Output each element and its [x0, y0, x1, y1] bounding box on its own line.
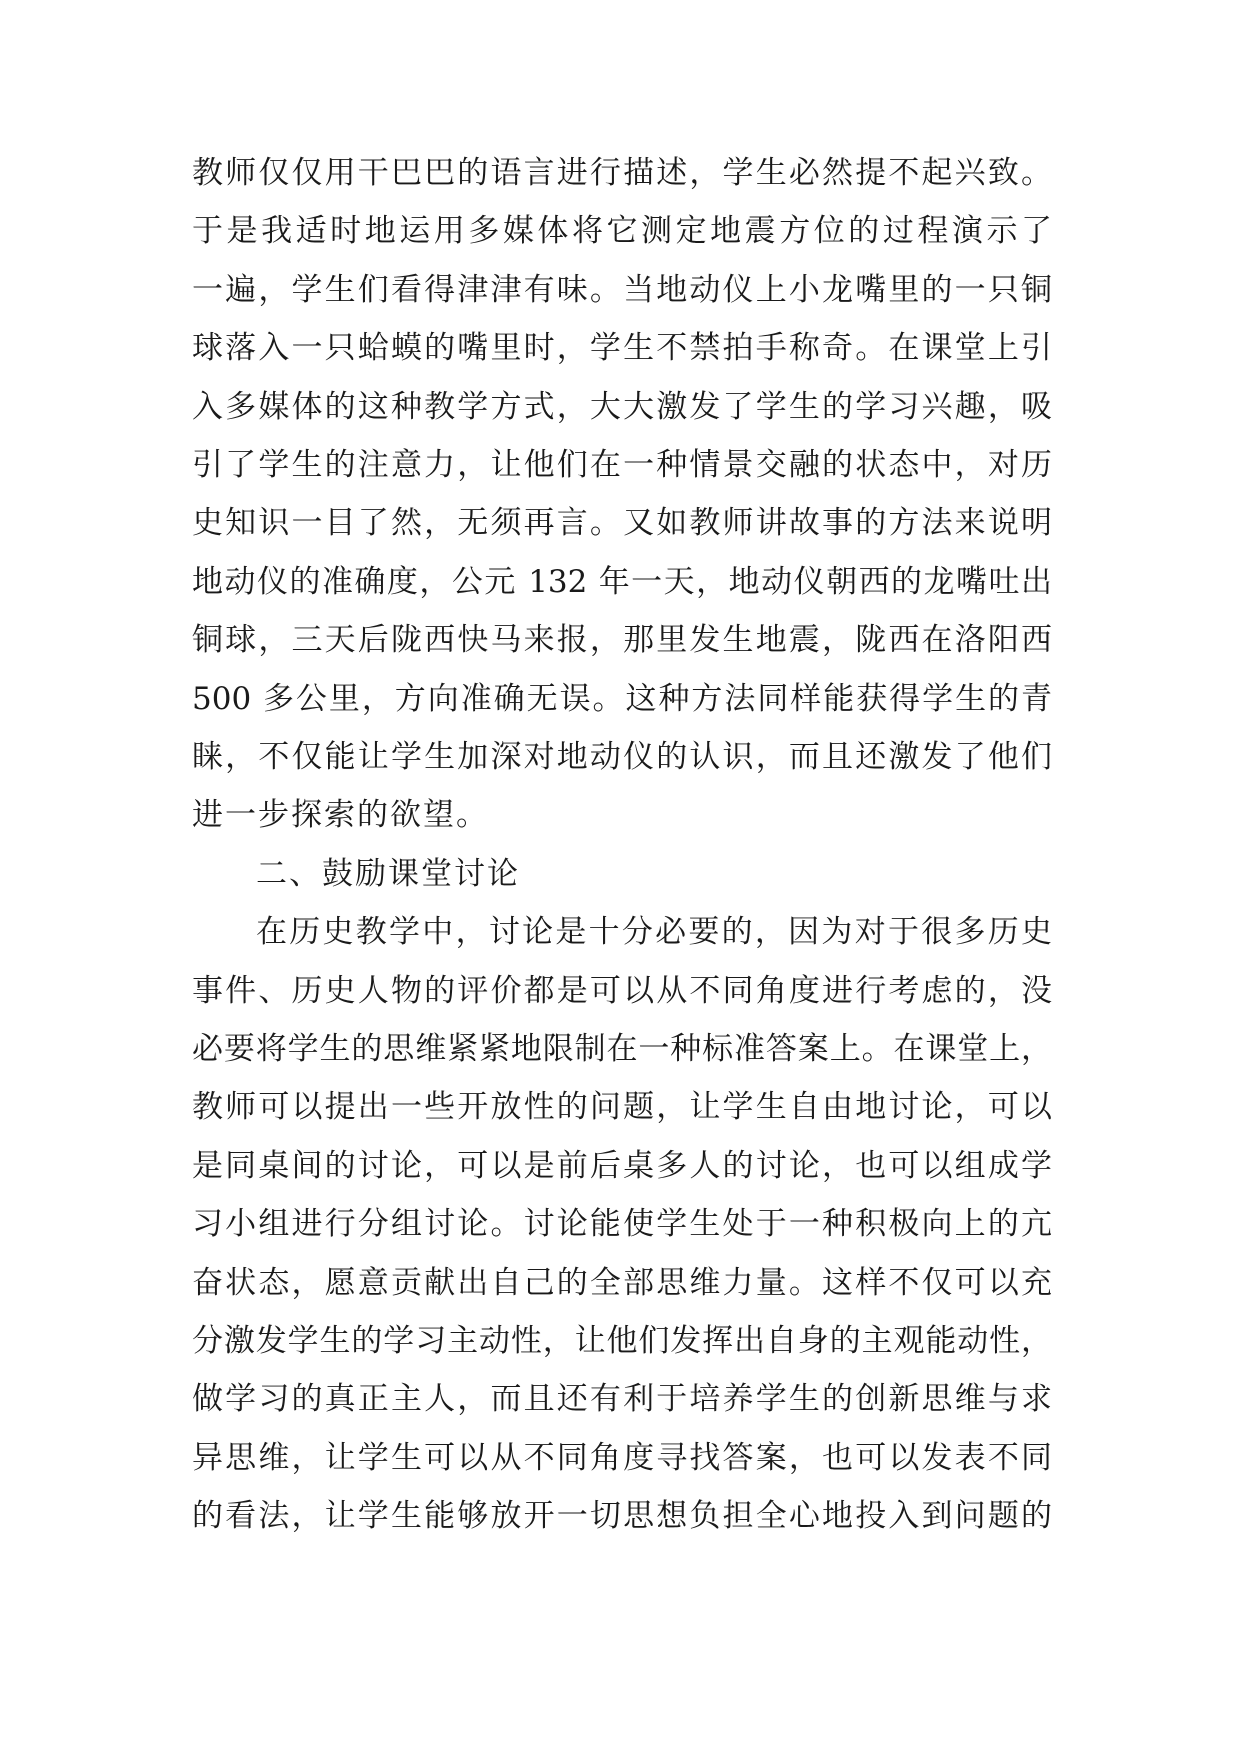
text-line-23: 异思维，让学生可以从不同角度寻找答案，也可以发表不同 — [192, 1440, 1052, 1476]
text-line-18: 是同桌间的讨论，可以是前后桌多人的讨论，也可以组成学 — [192, 1148, 1052, 1184]
text-line-11: 睐，不仅能让学生加深对地动仪的认识，而且还激发了他们 — [192, 739, 1052, 775]
text-line-9: 铜球，三天后陇西快马来报，那里发生地震，陇西在洛阳西 — [192, 622, 1052, 658]
text-line-7: 史知识一目了然，无须再言。又如教师讲故事的方法来说明 — [192, 505, 1052, 541]
text-line-24: 的看法，让学生能够放开一切思想负担全心地投入到问题的 — [192, 1498, 1052, 1534]
text-line-8: 地动仪的准确度，公元 132 年一天，地动仪朝西的龙嘴吐出 — [192, 564, 1052, 600]
text-line-3: 一遍，学生们看得津津有味。当地动仪上小龙嘴里的一只铜 — [192, 272, 1052, 308]
text-line-4: 球落入一只蛤蟆的嘴里时，学生不禁拍手称奇。在课堂上引 — [192, 330, 1052, 366]
text-line-15: 事件、历史人物的评价都是可以从不同角度进行考虑的，没 — [192, 973, 1052, 1009]
text-line-12: 进一步探索的欲望。 — [192, 797, 489, 833]
text-line-10: 500 多公里，方向准确无误。这种方法同样能获得学生的青 — [192, 681, 1052, 717]
text-line-20: 奋状态，愿意贡献出自己的全部思维力量。这样不仅可以充 — [192, 1265, 1052, 1301]
section-heading: 二、鼓励课堂讨论 — [256, 856, 520, 892]
text-line-2: 于是我适时地运用多媒体将它测定地震方位的过程演示了 — [192, 213, 1052, 249]
text-line-22: 做学习的真正主人，而且还有利于培养学生的创新思维与求 — [192, 1381, 1052, 1417]
text-line-21: 分激发学生的学习主动性，让他们发挥出自身的主观能动性， — [192, 1323, 1052, 1359]
text-line-17: 教师可以提出一些开放性的问题，让学生自由地讨论，可以 — [192, 1089, 1052, 1125]
text-line-5: 入多媒体的这种教学方式，大大激发了学生的学习兴趣，吸 — [192, 389, 1052, 425]
text-line-14: 在历史教学中，讨论是十分必要的，因为对于很多历史 — [256, 914, 1052, 950]
text-line-19: 习小组进行分组讨论。讨论能使学生处于一种积极向上的亢 — [192, 1206, 1052, 1242]
text-line-16: 必要将学生的思维紧紧地限制在一种标准答案上。在课堂上， — [192, 1031, 1052, 1067]
text-line-1: 教师仅仅用干巴巴的语言进行描述，学生必然提不起兴致。 — [192, 155, 1052, 191]
text-line-6: 引了学生的注意力，让他们在一种情景交融的状态中，对历 — [192, 447, 1052, 483]
